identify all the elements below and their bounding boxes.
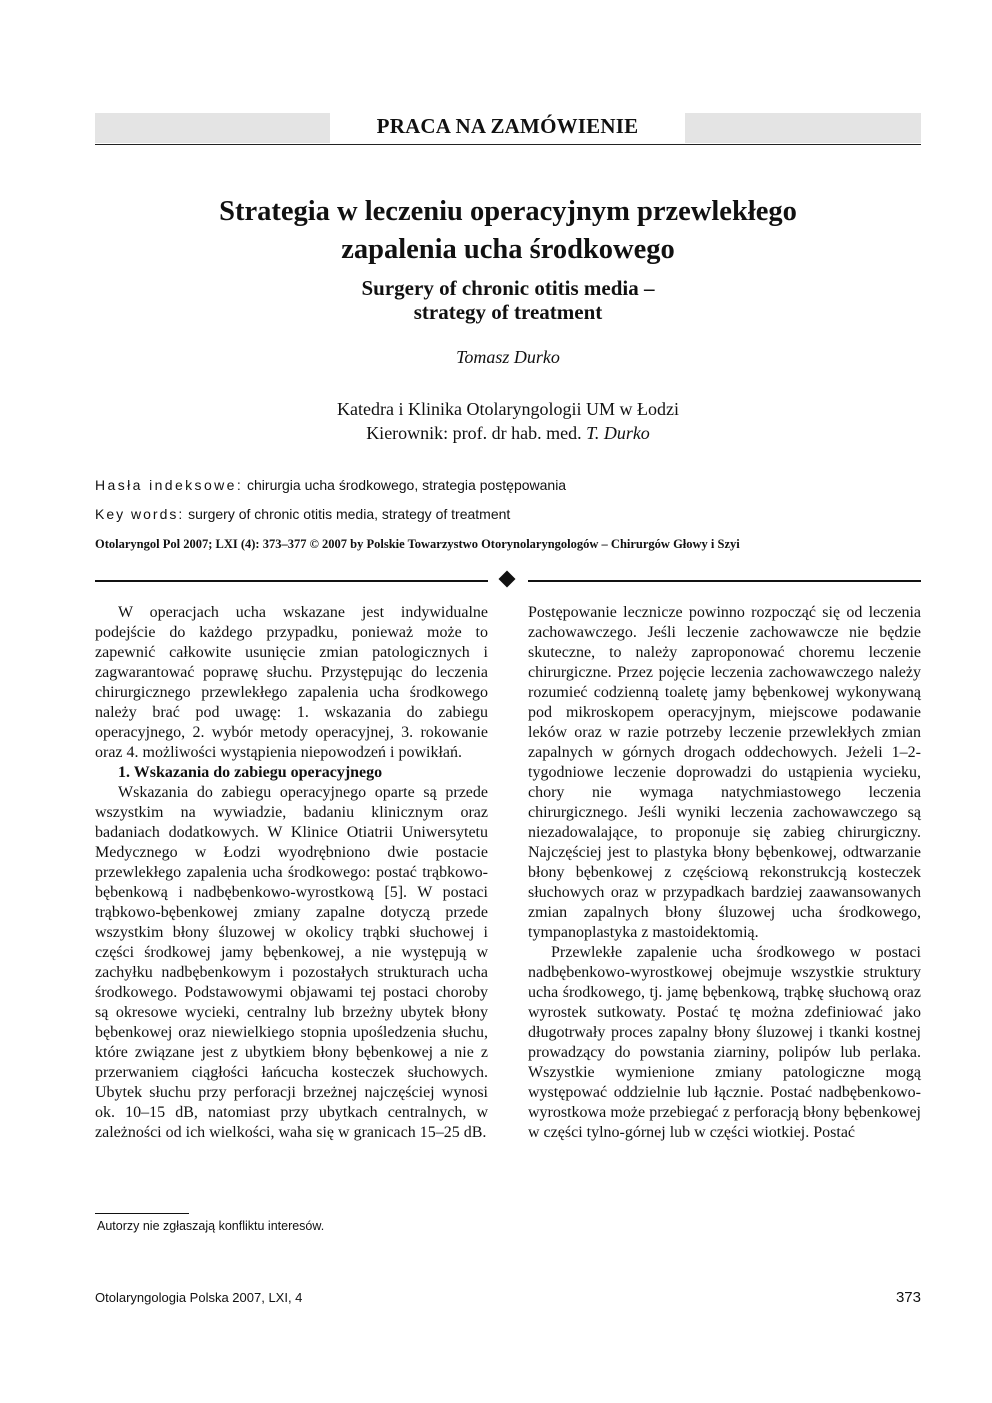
header-band-right-bar [685,113,921,143]
title-english [95,276,921,324]
subheading-indications: 1. Wskazania do zabiegu operacyjnego [118,764,383,781]
affiliation-head [95,421,921,445]
footer-journal: Otolaryngologia Polska 2007, LXI, 4 [95,1290,303,1305]
right-paragraph-2: Przewlekłe zapalenie ucha środkowego w postaci nadbębenkowo-wyrostkowej obejmuje wszystkie struktury ucha środkowego, tj. jamę bębenkową, trąbkę słuchową oraz wyrostek sutkowaty. Postać tę można zdefiniować jako długotrwały proces zapalny błony śluzowej i tkanki kostnej prowadzący do powstania ziarniny, polipów lub perlaka. Wszystkie wymienione zmiany patologiczne mogą występować oddzielnie lub łącznie. Postać nadbębenkowo-wyrostkowa może przebiegać z perforacją błony bębenkowej w części tylno-górnej lub w części wiotkiej. Postać [528,944,921,1141]
section-header-band [95,113,921,145]
footnote: Autorzy nie zgłaszają konfliktu interesów. [97,1219,325,1233]
body-column-left [95,603,488,1143]
keywords-en-text: surgery of chronic otitis media, strategy of treatment [188,506,511,522]
affiliation [95,397,921,445]
title-polish [95,193,921,269]
citation-line: Otolaryngol Pol 2007; LXI (4): 373–377 © 2007 by Polskie Towarzystwo Otorynolaryngologów – Chirurgów Głowy i Szyi [95,537,740,551]
header-band-left-bar [95,113,330,143]
right-paragraph-1: Postępowanie lecznicze powinno rozpocząć się od leczenia zachowawczego. Jeśli leczenie zachowawcze nie będzie skuteczne, to należy zaproponować choremu leczenie chirurgiczne. Przez pojęcie leczenia zachowawczego należy rozumieć codzienną toaletę jamy bębenkowej wykonywaną pod mikroskopem operacyjnym, miejscowe podawanie leków oraz w razie potrzeby leczenie przewlekłych zmian zapalnych w górnych drogach oddechowych. Jeżeli 1–2-tygodniowe leczenie doprowadzi do ustąpienia wycieku, chory nie wymaga natychmiastowego leczenia chirurgicznego. Jeśli wyniki leczenia zachowawczego są niezadowalające, to proponuje się zabieg chirurgiczny. Najczęściej jest to plastyka błony bębenkowej, odtwarzanie błony bębenkowej z częściową rekonstrukcją kosteczek słuchowych oraz w przypadkach bardziej zaawansowanych zmian zapalnych błony śluzowej ucha środkowego, tympanoplastyka z mastoidektomią. [528,604,921,941]
keywords-pl-label: Hasła indeksowe: [95,477,244,493]
title-en-line-1: Surgery of chronic otitis media – [361,276,655,300]
affiliation-head-prefix: Kierownik: prof. dr hab. med. [366,423,582,443]
title-en-line-2: strategy of treatment [413,300,603,324]
title-pl-line-2: zapalenia ucha środkowego [341,234,675,265]
page-number: 373 [895,1289,921,1306]
section-label: PRACA NA ZAMÓWIENIE [376,114,639,138]
left-paragraph-2: Wskazania do zabiegu operacyjnego oparte są przede wszystkim na wywiadzie, badaniu klinicznym oraz badaniach dodatkowych. W Klinice Otiatrii Uniwersytetu Medycznego w Łodzi wyodrębniono dwie postacie przewlekłego zapalenia ucha środkowego: postać trąbkowo-bębenkową i nadbębenkowo-wyrostkową [5]. W postaci trąbkowo-bębenkowej zmiany zapalne dotyczą przede wszystkim błony śluzowej w okolicy trąbki słuchowej i części środkowej jamy bębenkowej, a nie występują w zachyłku nadbębenkowym i pozostałych strukturach ucha środkowego. Podstawowymi objawami tej postaci choroby są okresowe wycieki, centralny lub brzeżny ubytek błony bębenkowej oraz niewielkiego stopnia upośledzenia słuchu, które związane jest z ubytkiem błony bębenkowej a nie z przerwaniem ciągłości łańcucha kosteczek słuchowych. Ubytek słuchu przy perforacji brzeżnej najczęściej wynosi ok. 10–15 dB, natomiast przy ubytkach centralnych, w zależności od ich wielkości, waha się w granicach 15–25 dB. [95,784,488,1141]
header-underline [95,144,921,145]
keywords-en-label: Key words: [95,506,185,522]
title-pl-line-1: Strategia w leczeniu operacyjnym przewlekłego [219,196,797,227]
footnote-rule [95,1213,189,1214]
divider-right [528,580,921,582]
keywords-english [95,506,921,522]
keywords-pl-text: chirurgia ucha środkowego, strategia postępowania [247,477,567,493]
divider-left [95,580,488,582]
keywords-polish [95,477,921,493]
body-column-right [528,603,921,1143]
author-name: Tomasz Durko [456,347,560,367]
affiliation-department: Katedra i Klinika Otolaryngologii UM w Łodzi [337,399,679,419]
divider-diamond-icon [499,571,516,588]
left-paragraph-1: W operacjach ucha wskazane jest indywidualne podejście do każdego przypadku, ponieważ może to zapewnić całkowite usunięcie zmian patologicznych i zagwarantować poprawę słuchu. Przystępując do leczenia chirurgicznego przewlekłego zapalenia ucha środkowego należy brać pod uwagę: 1. wskazania do zabiegu operacyjnego, 2. wybór metody operacyjnej, 3. rokowanie oraz 4. możliwości wystąpienia niepowodzeń i powikłań. [95,604,488,761]
affiliation-head-name: T. Durko [586,423,650,443]
